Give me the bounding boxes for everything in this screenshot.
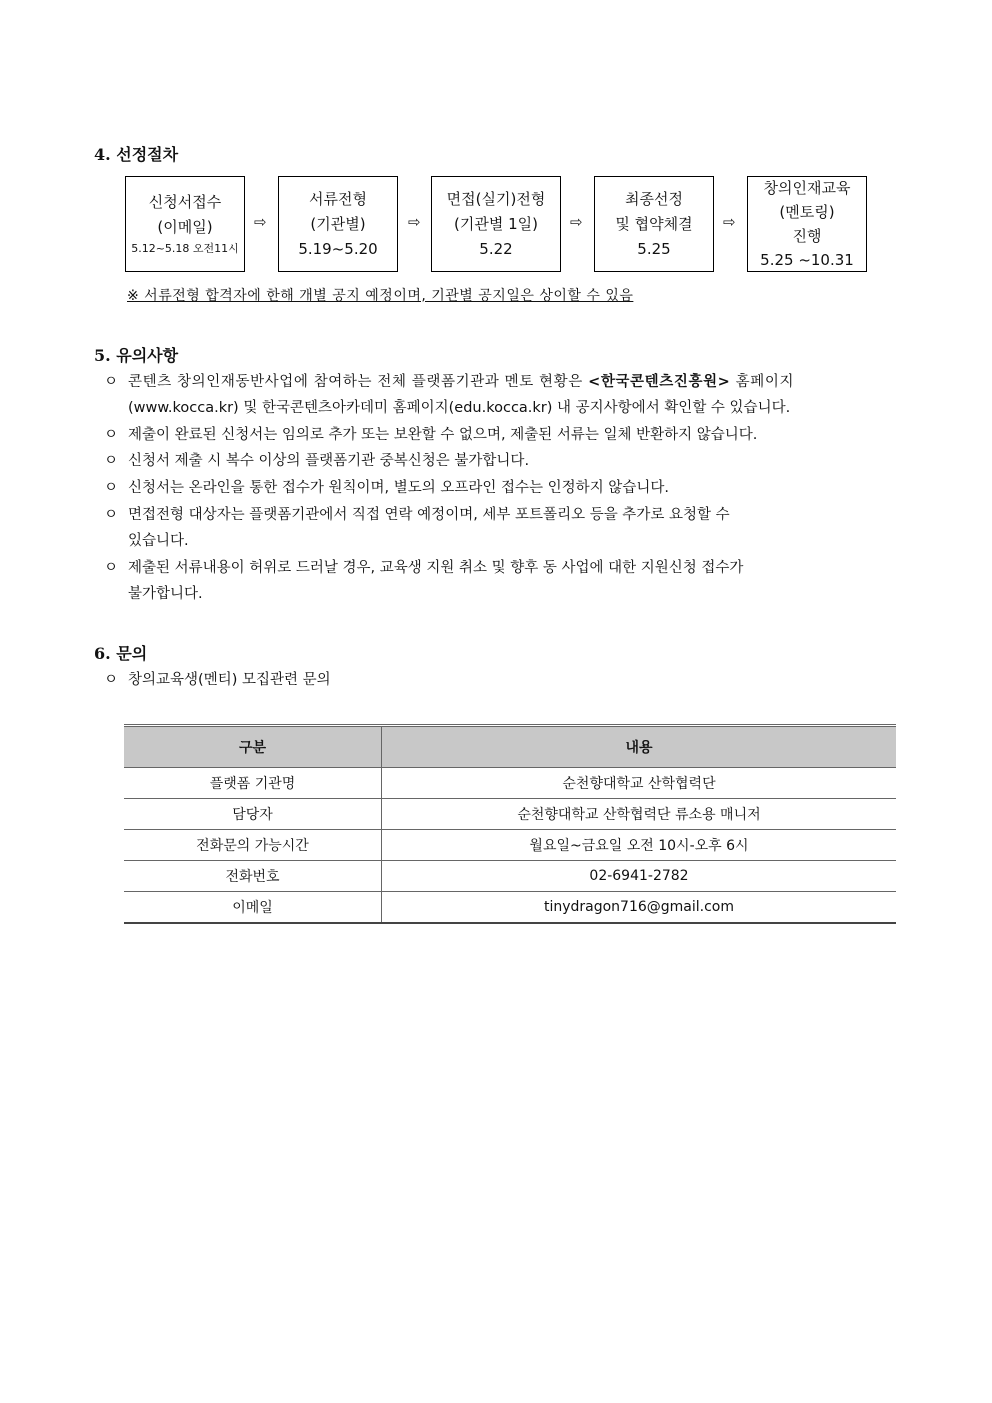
step-5-line1: 창의인재교육 — [763, 179, 851, 197]
step-2-line3: 5.19~5.20 — [298, 239, 378, 258]
step-3-line2: (기관별 1일) — [454, 214, 538, 233]
step-2-line2: (기관별) — [310, 214, 366, 233]
row-value: 02-6941-2782 — [382, 861, 897, 892]
bullet-icon: ㅇ — [104, 672, 119, 688]
arrow-right-icon: ⇨ — [723, 213, 736, 231]
notice-6-line2: 불가합니다. — [128, 586, 203, 602]
step-box-3 — [431, 176, 561, 272]
step-box-4 — [594, 176, 714, 272]
step-1-line3: 5.12~5.18 오전11시 — [131, 242, 239, 255]
step-box-5 — [747, 176, 867, 272]
notice-6-text: 제출된 서류내용이 허위로 드러날 경우, 교육생 지원 취소 및 향후 동 사업에 대한 지원신청 접수가 — [128, 560, 744, 576]
selection-note: ※ 서류전형 합격자에 한해 개별 공지 예정이며, 기관별 공지일은 상이할 수 있음 — [127, 288, 634, 304]
row-label: 담당자 — [124, 799, 382, 830]
row-value: 순천향대학교 산학협력단 류소용 매니저 — [382, 799, 897, 830]
step-box-2 — [278, 176, 398, 272]
table-row — [124, 892, 896, 924]
step-5-line3: 진행 — [792, 227, 822, 245]
table-row — [124, 799, 896, 830]
row-label: 이메일 — [124, 892, 382, 924]
row-label: 플랫폼 기관명 — [124, 768, 382, 799]
step-4-line1: 최종선정 — [625, 189, 683, 208]
bullet-icon: ㅇ — [104, 453, 119, 469]
step-5-line2: (멘토링) — [779, 203, 835, 221]
notice-1-line2: (www.kocca.kr) 및 한국콘텐츠아카데미 홈페이지(edu.kocca.kr) 내 공지사항에서 확인할 수 있습니다. — [128, 400, 791, 416]
notice-5-line2: 있습니다. — [128, 533, 189, 549]
bullet-icon: ㅇ — [104, 374, 119, 390]
bullet-icon: ㅇ — [104, 480, 119, 496]
row-label: 전화번호 — [124, 861, 382, 892]
table-row — [124, 861, 896, 892]
step-3-line3: 5.22 — [479, 239, 513, 258]
notice-3-text: 신청서 제출 시 복수 이상의 플랫폼기관 중복신청은 불가합니다. — [128, 453, 530, 469]
step-box-1 — [125, 176, 245, 272]
table-row — [124, 830, 896, 861]
arrow-right-icon: ⇨ — [408, 213, 421, 231]
notice-5-text: 면접전형 대상자는 플랫폼기관에서 직접 연락 예정이며, 세부 포트폴리오 등을 추가로 요청할 수 — [128, 507, 730, 523]
arrow-right-icon: ⇨ — [570, 213, 583, 231]
kocca-name: <한국콘텐츠진흥원> — [588, 374, 731, 390]
step-3-line1: 면접(실기)전형 — [446, 189, 546, 208]
step-1-line1: 신청서접수 — [148, 193, 222, 211]
section4-title: 4. 선정절차 — [94, 145, 179, 164]
header-category: 구분 — [124, 726, 382, 768]
header-content: 내용 — [382, 726, 897, 768]
bullet-icon: ㅇ — [104, 507, 119, 523]
row-label: 전화문의 가능시간 — [124, 830, 382, 861]
step-1-line2: (이메일) — [157, 218, 213, 236]
step-2-line1: 서류전형 — [309, 189, 367, 208]
table-row — [124, 768, 896, 799]
notice-1-text: 콘텐츠 창의인재동반사업에 참여하는 전체 플랫폼기관과 멘토 현황은 — [128, 374, 589, 390]
notice-4-text: 신청서는 온라인을 통한 접수가 원칙이며, 별도의 오프라인 접수는 인정하지 않습니다. — [128, 480, 669, 496]
contact-table — [124, 724, 896, 924]
notice-2-text: 제출이 완료된 신청서는 임의로 추가 또는 보완할 수 없으며, 제출된 서류는 일체 반환하지 않습니다. — [128, 427, 758, 443]
step-4-line2: 및 협약체결 — [615, 214, 693, 233]
email-value[interactable]: tinydragon716@gmail.com — [382, 892, 897, 924]
step-5-line4: 5.25 ~10.31 — [760, 251, 854, 269]
row-value: 월요일~금요일 오전 10시-오후 6시 — [382, 830, 897, 861]
inquiry-text: 창의교육생(멘티) 모집관련 문의 — [128, 672, 331, 688]
bullet-icon: ㅇ — [104, 427, 119, 443]
row-value: 순천향대학교 산학협력단 — [382, 768, 897, 799]
arrow-right-icon: ⇨ — [254, 213, 267, 231]
bullet-icon: ㅇ — [104, 560, 119, 576]
section5-title: 5. 유의사항 — [94, 346, 179, 365]
notice-1-tail: 홈페이지 — [730, 374, 795, 390]
table-header-row — [124, 726, 896, 768]
step-4-line3: 5.25 — [637, 239, 671, 258]
section6-title: 6. 문의 — [94, 644, 148, 663]
